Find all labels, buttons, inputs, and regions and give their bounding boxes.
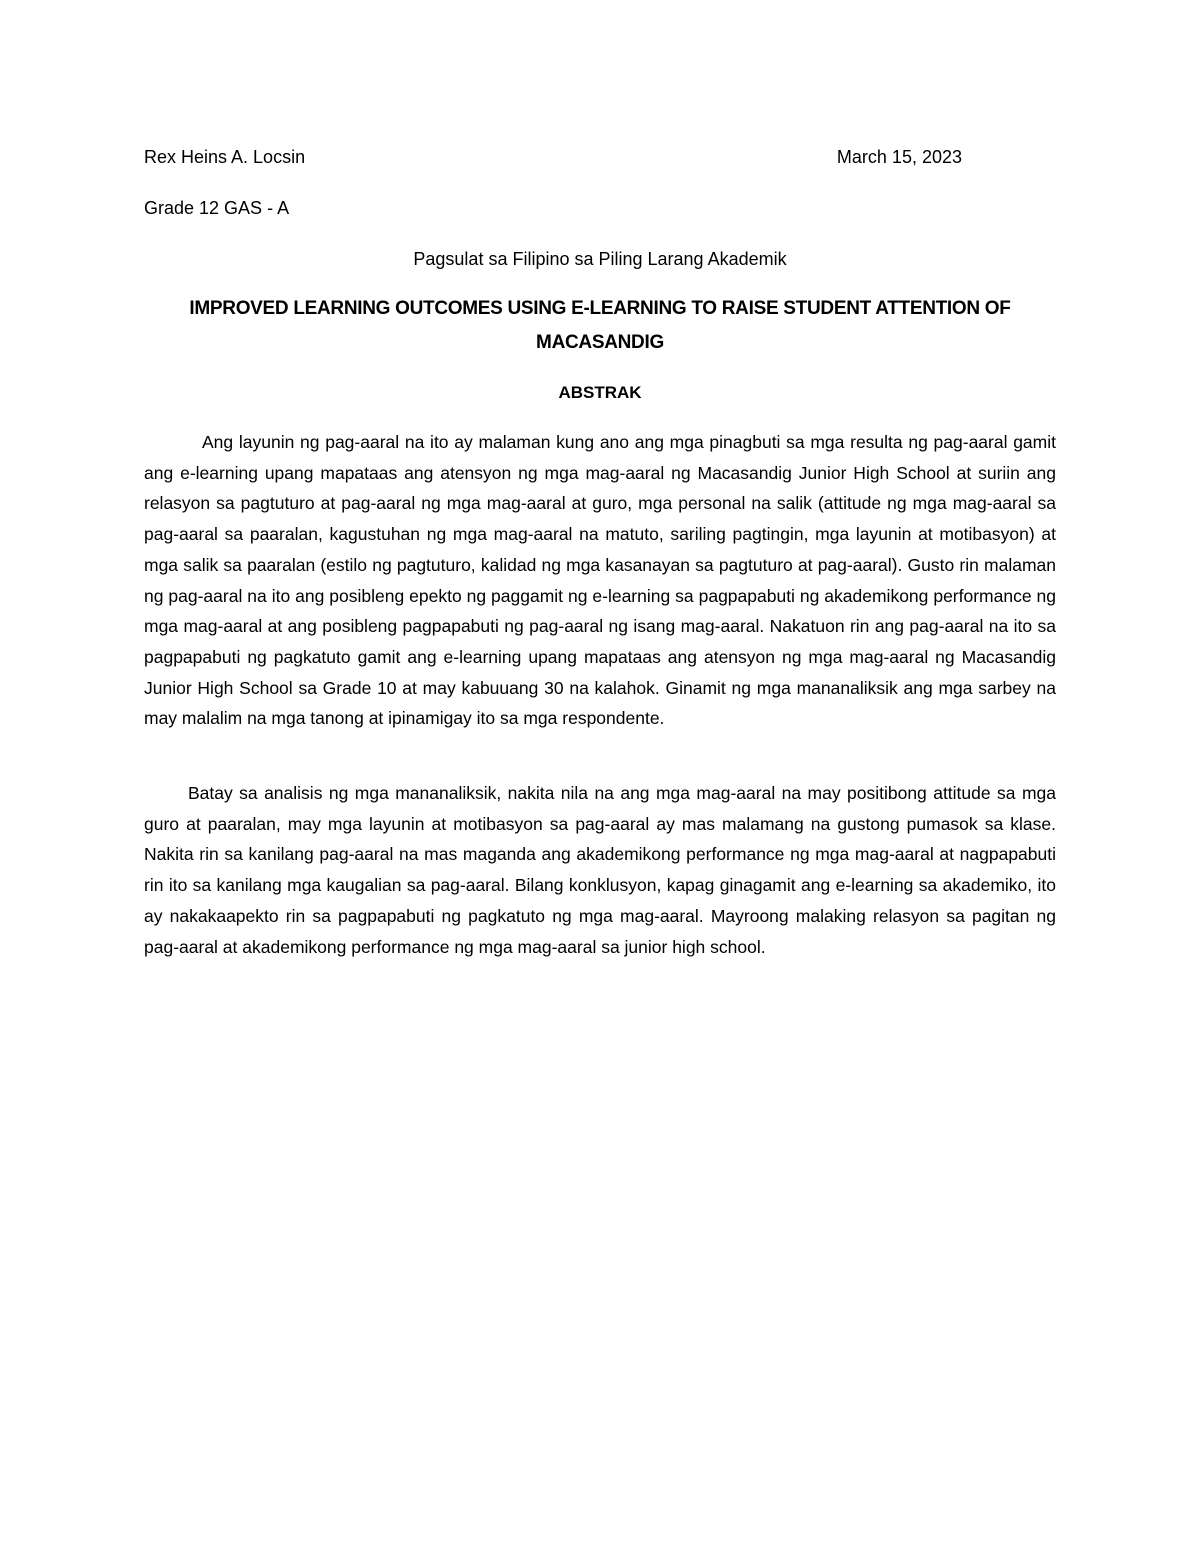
header-row: [144, 144, 962, 170]
author-name: Rex Heins A. Locsin: [144, 147, 306, 167]
section-heading: ABSTRAK: [558, 383, 642, 402]
document-title: IMPROVED LEARNING OUTCOMES USING E-LEARNING TO RAISE STUDENT ATTENTION OF MACASANDIG: [189, 298, 1011, 353]
abstract-paragraph-1: Ang layunin ng pag-aaral na ito ay malaman kung ano ang mga pinagbuti sa mga resulta ng pag-aaral gamit ang e-learning upang mapataas ang atensyon ng mga mag-aaral ng Macasandig Junior High School at suriin ang relasyon sa pagtuturo at pag-aaral ng mga mag-aaral at guro, mga personal na salik (attitude ng mga mag-aaral sa pag-aaral sa paaralan, kagustuhan ng mga mag-aaral na matuto, sariling pagtingin, mga layunin at motibasyon) at mga salik sa paaralan (estilo ng pagtuturo, kalidad ng mga kasanayan sa pagtuturo at pag-aaral). Gusto rin malaman ng pag-aaral na ito ang posibleng epekto ng paggamit ng e-learning sa pagpapabuti ng akademikong performance ng mga mag-aaral at ang posibleng pagpapabuti ng pag-aaral ng isang mag-aaral. Nakatuon rin ang pag-aaral na ito sa pagpapabuti ng pagkatuto gamit ang e-learning upang mapataas ang atensyon ng mga mag-aaral ng Macasandig Junior High School sa Grade 10 at may kabuuang 30 na kalahok. Ginamit ng mga mananaliksik ang mga sarbey na may malalim na mga tanong at ipinamigay ito sa mga respondente.: [144, 432, 1056, 729]
subject-line: Pagsulat sa Filipino sa Piling Larang Akademik: [413, 249, 787, 269]
document-date: March 15, 2023: [836, 147, 962, 167]
abstract-paragraph-2: Batay sa analisis ng mga mananaliksik, nakita nila na ang mga mag-aaral na may positibong attitude sa mga guro at paaralan, may mga layunin at motibasyon sa pag-aaral ay mas malamang na gustong pumasok sa klase. Nakita rin sa kanilang pag-aaral na mas maganda ang akademikong performance ng mga mag-aaral at nagpapabuti rin ito sa kanilang mga kaugalian sa pag-aaral. Bilang konklusyon, kapag ginagamit ang e-learning sa akademiko, ito ay nakakaapekto rin sa pagpapabuti ng pagkatuto ng mga mag-aaral. Mayroong malaking relasyon sa pagitan ng pag-aaral at akademikong performance ng mga mag-aaral sa junior high school.: [144, 783, 1056, 957]
grade-section: Grade 12 GAS - A: [144, 198, 290, 218]
